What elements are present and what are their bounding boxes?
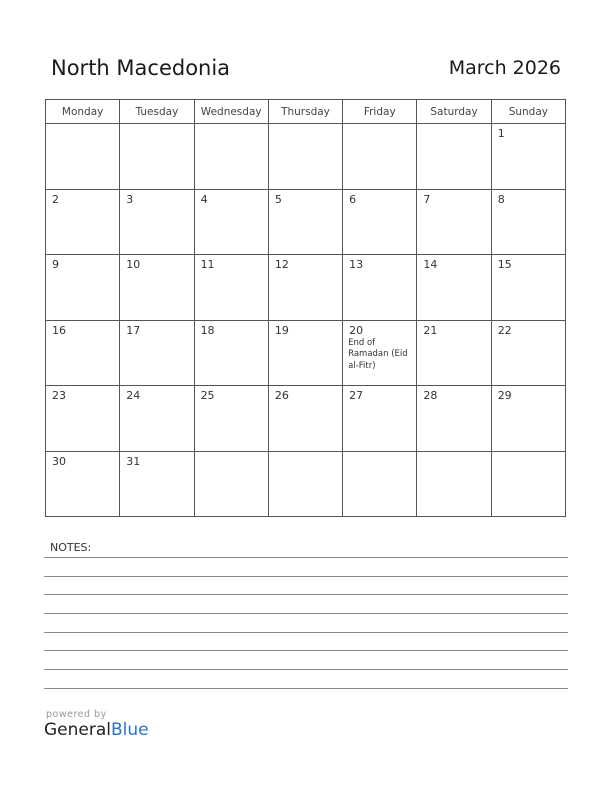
day-number: 18 [200, 323, 215, 337]
day-number: 23 [52, 389, 66, 402]
calendar-day-cell [120, 255, 194, 321]
day-number: 2 [52, 192, 59, 206]
day-number: 16 [52, 323, 66, 337]
calendar-day-cell [343, 124, 417, 190]
calendar-day-cell [491, 451, 565, 517]
day-number [195, 124, 268, 127]
day-number: 15 [497, 258, 512, 271]
calendar-day-cell [343, 320, 417, 386]
calendar-day-cell [194, 451, 268, 517]
calendar-day-cell [194, 320, 268, 386]
calendar-day-cell [343, 255, 417, 321]
weekday-header: Friday [343, 100, 417, 124]
calendar-day-cell [194, 124, 268, 190]
notes-label: NOTES: [50, 541, 92, 554]
day-number: 4 [200, 192, 208, 206]
calendar-day-cell [120, 124, 194, 190]
day-number [343, 124, 416, 127]
note-line [44, 557, 568, 558]
calendar-day-cell [194, 255, 268, 321]
calendar-day-cell [491, 255, 565, 321]
calendar-day-cell [194, 386, 268, 452]
calendar-day-cell [491, 124, 565, 190]
calendar-day-cell [268, 255, 342, 321]
day-number: 17 [126, 323, 141, 337]
calendar-day-cell [343, 386, 417, 452]
day-number: 11 [200, 258, 215, 271]
calendar-day-cell [120, 386, 194, 452]
calendar-day-cell [491, 189, 565, 255]
calendar-day-cell [268, 386, 342, 452]
note-line [44, 576, 568, 577]
day-number: 25 [200, 389, 215, 402]
calendar-week-row [46, 189, 566, 255]
calendar-day-cell [491, 386, 565, 452]
day-number: 1 [497, 127, 505, 140]
day-number: 5 [274, 192, 282, 206]
calendar-day-cell [268, 320, 342, 386]
day-number: 31 [126, 454, 141, 468]
calendar-week-row [46, 386, 566, 452]
calendar-day-cell [46, 320, 120, 386]
calendar-day-cell [417, 189, 491, 255]
day-number [343, 452, 416, 455]
brand-logo[interactable] [44, 720, 149, 740]
day-number: 13 [349, 258, 364, 271]
note-line [44, 688, 568, 689]
day-number: 21 [423, 323, 438, 337]
brand-name-part2: Blue [111, 720, 149, 740]
day-number [417, 452, 490, 455]
day-number: 8 [497, 192, 505, 206]
calendar-month-title: March 2026 [448, 57, 561, 79]
calendar-day-cell [491, 320, 565, 386]
day-number [46, 124, 119, 127]
calendar-day-cell [343, 451, 417, 517]
day-number [195, 452, 268, 455]
calendar-day-cell [417, 255, 491, 321]
day-number: 12 [274, 258, 289, 271]
weekday-header: Thursday [268, 100, 342, 124]
note-line [44, 613, 568, 614]
day-number: 26 [274, 389, 289, 402]
calendar-day-cell [417, 386, 491, 452]
calendar-day-cell [120, 189, 194, 255]
powered-by-text: powered by [46, 709, 107, 720]
note-line [44, 632, 568, 633]
day-number [417, 124, 490, 127]
note-line [44, 650, 568, 651]
calendar-day-cell [417, 320, 491, 386]
calendar-day-cell [120, 320, 194, 386]
calendar-day-cell [194, 189, 268, 255]
calendar-day-cell [268, 124, 342, 190]
calendar-day-cell [120, 451, 194, 517]
weekday-header: Monday [46, 100, 120, 124]
day-number: 28 [423, 389, 438, 402]
weekday-header: Saturday [417, 100, 491, 124]
calendar-day-cell [46, 189, 120, 255]
calendar-week-row [46, 124, 566, 190]
day-number: 24 [126, 389, 141, 402]
weekday-header: Wednesday [194, 100, 268, 124]
calendar-day-cell [46, 451, 120, 517]
day-number [120, 124, 193, 127]
calendar-day-cell [417, 451, 491, 517]
note-line [44, 594, 568, 595]
day-number: 19 [274, 323, 289, 337]
calendar-country-title: North Macedonia [51, 56, 231, 80]
day-number: 7 [423, 192, 431, 206]
day-number: 14 [423, 258, 438, 271]
calendar-week-row [46, 255, 566, 321]
weekday-header-row [46, 100, 566, 124]
calendar-week-row [46, 451, 566, 517]
weekday-header: Sunday [491, 100, 565, 124]
holiday-event: End of Ramadan (Eid al-Fitr) [348, 337, 408, 371]
brand-name-part1: General [44, 720, 111, 740]
calendar-day-cell [268, 189, 342, 255]
day-number: 6 [349, 192, 357, 206]
calendar-day-cell [417, 124, 491, 190]
calendar-day-cell [343, 189, 417, 255]
day-number: 10 [126, 258, 141, 271]
day-number [492, 452, 565, 455]
day-number: 3 [126, 192, 134, 206]
weekday-header: Tuesday [120, 100, 194, 124]
calendar-week-row [46, 320, 566, 386]
day-number: 20 [349, 323, 364, 337]
day-number [269, 124, 342, 127]
day-number: 22 [497, 323, 512, 337]
day-number: 30 [52, 454, 66, 468]
day-number: 9 [52, 258, 59, 271]
calendar-grid [45, 99, 566, 517]
day-number: 29 [497, 389, 512, 402]
day-number [269, 452, 342, 455]
day-number: 27 [349, 389, 364, 402]
calendar-day-cell [46, 124, 120, 190]
calendar-day-cell [46, 255, 120, 321]
calendar-day-cell [46, 386, 120, 452]
note-line [44, 669, 568, 670]
calendar-day-cell [268, 451, 342, 517]
